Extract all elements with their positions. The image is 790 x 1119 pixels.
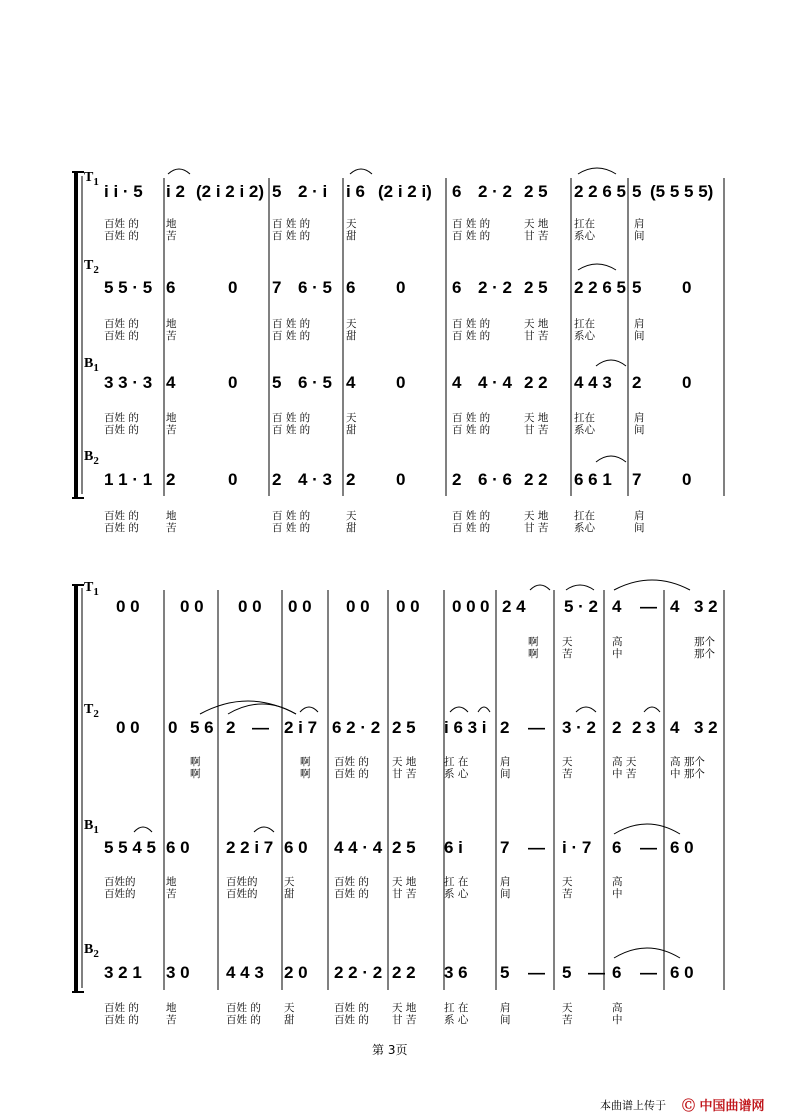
lyric-line1-b2: 地 <box>166 510 177 522</box>
note-b2: 2 2 <box>392 963 416 982</box>
note-t2: 2 5 <box>392 718 416 737</box>
note-t2: — <box>528 718 545 737</box>
lyric-line2-t2: 甜 <box>346 330 357 342</box>
lyric-line1-t1: 扛在 <box>574 218 595 230</box>
lyric-line2-t2: 啊 <box>300 768 311 780</box>
note-b2: 2 0 <box>284 963 308 982</box>
note-b1: 2 2 i 7 <box>226 838 274 857</box>
tie <box>614 580 690 590</box>
lyric-line2-t1: 百姓 的 <box>104 230 139 242</box>
lyric-line2-b2: 系心 <box>574 522 595 534</box>
lyric-line1-b1: 天 地 <box>524 412 549 424</box>
lyric-line2-b1: 甘 苦 <box>392 888 417 900</box>
lyric-line1-b1: 百姓 的 <box>334 876 369 888</box>
lyric-line1-t2: 扛在 <box>574 318 595 330</box>
note-t2: 3 2 <box>694 718 718 737</box>
voice-label-b2-s2: $B_2$ <box>84 942 99 960</box>
note-b2: 2 <box>166 470 176 489</box>
lyric-line2-b2: 百姓 的 <box>334 1014 369 1026</box>
lyric-line2-t2: 甘 苦 <box>392 768 417 780</box>
lyric-line2-t2: 系心 <box>574 330 595 342</box>
lyric-line2-t1: 百 姓 的 <box>452 230 491 242</box>
slur <box>300 707 318 712</box>
lyric-line2-b1: 甜 <box>346 424 357 436</box>
note-t2: 3 · 2 <box>562 718 597 737</box>
lyric-line2-t2: 间 <box>500 768 511 780</box>
note-t1: (2 i 2 i) <box>378 182 432 201</box>
lyric-line1-t2: 百姓 的 <box>334 756 369 768</box>
lyric-line1-t2: 高 天 <box>612 756 637 768</box>
lyric-line1-b1: 地 <box>166 876 177 888</box>
lyric-line1-b2: 扛 在 <box>444 1002 469 1014</box>
slur <box>530 585 550 590</box>
lyric-line1-b2: 百姓 的 <box>334 1002 369 1014</box>
lyric-line1-b2: 高 <box>612 1002 623 1014</box>
note-t2: 6 <box>346 278 356 297</box>
lyric-line1-t2: 百姓 的 <box>104 318 139 330</box>
lyric-line2-b2: 中 <box>612 1014 623 1026</box>
lyric-line1-b2: 百姓 的 <box>226 1002 261 1014</box>
note-t2: 2 5 <box>524 278 548 297</box>
voice-label-b1-s2: $B_1$ <box>84 818 99 836</box>
lyric-line2-t1: 那个 <box>694 648 715 660</box>
lyric-line2-t2: 中 苦 <box>612 768 637 780</box>
note-b1: 0 <box>396 373 406 392</box>
note-b1: 4 <box>346 373 356 392</box>
lyric-line2-t1: 苦 <box>562 648 573 660</box>
note-b2: 6 6 1 <box>574 470 612 489</box>
lyric-line1-b1: 百姓的 <box>104 876 136 888</box>
slur <box>450 707 468 712</box>
lyric-line2-b1: 甜 <box>284 888 295 900</box>
lyric-line1-t2: 地 <box>166 318 177 330</box>
lyric-line1-b2: 百 姓 的 <box>272 510 311 522</box>
note-t1: (2 i 2 i 2) <box>196 182 265 201</box>
note-t1: 2 4 <box>502 597 526 616</box>
note-b2: 2 2 · 2 <box>334 963 383 982</box>
lyric-line2-b1: 百姓的 <box>226 888 258 900</box>
lyric-line1-t2: 天 地 <box>524 318 549 330</box>
note-t2: 6 <box>452 278 462 297</box>
note-b2: 2 <box>452 470 462 489</box>
note-b2: 5 <box>562 963 572 982</box>
note-t2: 0 <box>168 718 178 737</box>
lyric-line1-b1: 天 <box>562 876 573 888</box>
note-b1: 4 <box>166 373 176 392</box>
slur <box>350 169 372 174</box>
note-b1: 5 <box>272 373 282 392</box>
lyric-line1-b2: 肩 <box>634 510 645 522</box>
lyric-line1-b1: 扛 在 <box>444 876 469 888</box>
lyric-line2-b1: 中 <box>612 888 623 900</box>
note-b1: 6 i <box>444 838 463 857</box>
note-b1: 4 <box>452 373 462 392</box>
note-t1: 2 2 6 5 <box>574 182 626 201</box>
lyric-line2-b1: 百姓 的 <box>104 424 139 436</box>
lyric-line2-b2: 甘 苦 <box>392 1014 417 1026</box>
lyric-line1-b2: 地 <box>166 1002 177 1014</box>
note-b1: 0 <box>228 373 238 392</box>
note-b1: — <box>528 838 545 857</box>
note-t2: 5 5 · 5 <box>104 278 153 297</box>
note-b2: 0 <box>682 470 692 489</box>
slur <box>254 827 274 832</box>
note-t2: 5 6 <box>190 718 214 737</box>
note-t2: 6 · 5 <box>298 278 333 297</box>
slur <box>644 707 660 712</box>
lyric-line1-t2: 高 那个 <box>670 756 705 768</box>
note-t1: 2 · i <box>298 182 328 201</box>
slur <box>566 585 594 590</box>
lyric-line1-b2: 肩 <box>500 1002 511 1014</box>
lyric-line2-b2: 甘 苦 <box>524 522 549 534</box>
lyric-line1-b2: 天 地 <box>392 1002 417 1014</box>
note-b1: 4 · 4 <box>478 373 513 392</box>
lyric-line1-b2: 天 <box>284 1002 295 1014</box>
voice-label-b1: $B_1$ <box>84 356 99 374</box>
note-b2: 6 0 <box>670 963 694 982</box>
note-b2: 2 <box>346 470 356 489</box>
lyric-line2-t2: 百 姓 的 <box>272 330 311 342</box>
note-t1: 2 · 2 <box>478 182 513 201</box>
lyric-line2-b1: 百姓的 <box>104 888 136 900</box>
note-t2: 2 · 2 <box>478 278 513 297</box>
tie <box>614 824 680 834</box>
note-b1: i · 7 <box>562 838 592 857</box>
lyric-line1-b1: 天 <box>346 412 357 424</box>
lyric-line2-b1: 苦 <box>166 424 177 436</box>
voice-label-t2: $T_2$ <box>84 258 99 276</box>
slur <box>578 168 616 174</box>
lyric-line1-t1: 百 姓 的 <box>272 218 311 230</box>
lyric-line1-b1: 肩 <box>634 412 645 424</box>
note-b2: 5 <box>500 963 510 982</box>
lyric-line1-t2: 天 地 <box>392 756 417 768</box>
lyric-line1-t1: 啊 <box>528 636 539 648</box>
lyric-line1-t1: 天 <box>562 636 573 648</box>
note-t2: 2 <box>226 718 236 737</box>
note-b1: 0 <box>682 373 692 392</box>
note-t1: 5 · 2 <box>564 597 599 616</box>
note-t1: 0 0 <box>346 597 370 616</box>
lyric-line2-b2: 苦 <box>562 1014 573 1026</box>
lyric-line1-t2: 天 <box>562 756 573 768</box>
note-b1: 4 4 3 <box>574 373 612 392</box>
lyric-line1-t1: 天 地 <box>524 218 549 230</box>
lyric-line1-t2: 扛 在 <box>444 756 469 768</box>
lyric-line2-b2: 百 姓 的 <box>452 522 491 534</box>
lyric-line2-b2: 百 姓 的 <box>272 522 311 534</box>
lyric-line1-t2: 啊 <box>300 756 311 768</box>
lyric-line1-b2: 百姓 的 <box>104 1002 139 1014</box>
lyric-line1-b1: 肩 <box>500 876 511 888</box>
lyric-line2-t1: 啊 <box>528 648 539 660</box>
lyric-line1-b1: 扛在 <box>574 412 595 424</box>
lyric-line1-t1: 天 <box>346 218 357 230</box>
lyric-line1-t2: 百 姓 的 <box>272 318 311 330</box>
lyric-line2-b2: 甜 <box>284 1014 295 1026</box>
note-b1: 2 <box>632 373 642 392</box>
note-b2: 6 <box>612 963 622 982</box>
slur <box>134 827 152 832</box>
lyric-line2-b2: 苦 <box>166 522 177 534</box>
lyric-line2-t2: 甘 苦 <box>524 330 549 342</box>
lyric-line2-t2: 系 心 <box>444 768 469 780</box>
lyric-line1-b1: 高 <box>612 876 623 888</box>
lyric-line2-t2: 苦 <box>166 330 177 342</box>
lyric-line1-t1: 地 <box>166 218 177 230</box>
note-t2: 6 <box>166 278 176 297</box>
lyric-line1-b1: 天 <box>284 876 295 888</box>
note-b1: 6 <box>612 838 622 857</box>
note-t2: 0 <box>396 278 406 297</box>
note-t2: 2 <box>500 718 510 737</box>
note-b1: 6 · 5 <box>298 373 333 392</box>
lyric-line1-b1: 地 <box>166 412 177 424</box>
lyric-line2-t1: 甘 苦 <box>524 230 549 242</box>
lyric-line2-b2: 百姓 的 <box>104 522 139 534</box>
note-b2: 2 2 <box>524 470 548 489</box>
lyric-line1-t1: 高 <box>612 636 623 648</box>
lyric-line1-b1: 百 姓 的 <box>272 412 311 424</box>
lyric-line1-b2: 百 姓 的 <box>452 510 491 522</box>
lyric-line2-b1: 百 姓 的 <box>452 424 491 436</box>
lyric-line2-b2: 百姓 的 <box>104 1014 139 1026</box>
slur <box>578 264 616 270</box>
note-t1: 0 <box>480 597 490 616</box>
lyric-line2-b2: 间 <box>500 1014 511 1026</box>
note-t2: 5 <box>632 278 642 297</box>
lyric-line1-b1: 百姓 的 <box>104 412 139 424</box>
note-b1: — <box>640 838 657 857</box>
note-t2: 6 2 · 2 <box>332 718 381 737</box>
voice-label-b2: $B_2$ <box>84 449 99 467</box>
note-t1: 5 <box>632 182 642 201</box>
lyric-line2-b1: 苦 <box>166 888 177 900</box>
lyric-line2-b2: 苦 <box>166 1014 177 1026</box>
note-t2: 2 2 6 5 <box>574 278 626 297</box>
note-t1: 0 0 <box>452 597 476 616</box>
lyric-line1-b1: 天 地 <box>392 876 417 888</box>
lyric-line2-t2: 百 姓 的 <box>452 330 491 342</box>
note-b2: 7 <box>632 470 642 489</box>
note-t2: 4 <box>670 718 680 737</box>
tie <box>614 948 680 958</box>
note-t1: i i · 5 <box>104 182 143 201</box>
lyric-line1-t1: 肩 <box>634 218 645 230</box>
lyric-line1-t2: 肩 <box>634 318 645 330</box>
note-t1: 6 <box>452 182 462 201</box>
note-b2: 3 2 1 <box>104 963 142 982</box>
note-b1: 2 5 <box>392 838 416 857</box>
note-t2: 0 <box>228 278 238 297</box>
lyric-line2-t1: 甜 <box>346 230 357 242</box>
lyric-line2-t1: 间 <box>634 230 645 242</box>
lyric-line2-b2: 间 <box>634 522 645 534</box>
note-t2: i 6 3 i <box>444 718 487 737</box>
voice-label-t1: $T_1$ <box>84 170 99 188</box>
lyric-line2-b1: 百 姓 的 <box>272 424 311 436</box>
lyric-line2-b1: 系心 <box>574 424 595 436</box>
lyric-line1-b1: 百 姓 的 <box>452 412 491 424</box>
lyric-line2-t2: 中 那个 <box>670 768 705 780</box>
voice-label-t1-s2: $T_1$ <box>84 580 99 598</box>
lyric-line2-t1: 中 <box>612 648 623 660</box>
lyric-line2-t2: 间 <box>634 330 645 342</box>
upload-credit: 本曲谱上传于 <box>600 1099 666 1112</box>
lyric-line1-t1: 那个 <box>694 636 715 648</box>
note-t2: 0 <box>682 278 692 297</box>
lyric-line2-t2: 百姓 的 <box>334 768 369 780</box>
lyric-line2-t2: 百姓 的 <box>104 330 139 342</box>
site-logo-icon: Ⓒ <box>682 1099 696 1114</box>
note-b2: 2 <box>272 470 282 489</box>
lyric-line1-t2: 天 <box>346 318 357 330</box>
note-t1: 0 0 <box>396 597 420 616</box>
slur <box>478 707 490 712</box>
note-t1: (5 5 5 5) <box>650 182 714 201</box>
note-t1: 4 <box>670 597 680 616</box>
note-b2: 3 0 <box>166 963 190 982</box>
page-number: 第 3页 <box>372 1043 408 1057</box>
lyric-line2-t1: 百 姓 的 <box>272 230 311 242</box>
voice-label-t2-s2: $T_2$ <box>84 702 99 720</box>
lyric-line2-b1: 百姓 的 <box>334 888 369 900</box>
lyric-line2-b1: 间 <box>500 888 511 900</box>
note-b2: 1 1 · 1 <box>104 470 153 489</box>
note-b2: 0 <box>228 470 238 489</box>
lyric-line1-b2: 天 <box>346 510 357 522</box>
note-t2: 2 <box>612 718 622 737</box>
note-b2: 4 4 3 <box>226 963 264 982</box>
note-t1: — <box>640 597 657 616</box>
lyric-line2-b2: 百姓 的 <box>226 1014 261 1026</box>
note-b1: 7 <box>500 838 510 857</box>
note-b2: — <box>588 963 605 982</box>
lyric-line1-b1: 百姓的 <box>226 876 258 888</box>
note-b1: 2 2 <box>524 373 548 392</box>
lyric-line1-b2: 扛在 <box>574 510 595 522</box>
lyric-line2-t1: 系心 <box>574 230 595 242</box>
note-b1: 6 0 <box>670 838 694 857</box>
slur <box>596 456 626 462</box>
note-b2: 0 <box>396 470 406 489</box>
lyric-line2-b2: 甜 <box>346 522 357 534</box>
lyric-line1-t2: 啊 <box>190 756 201 768</box>
lyric-line1-t2: 百 姓 的 <box>452 318 491 330</box>
lyric-line2-b1: 甘 苦 <box>524 424 549 436</box>
note-t2: 0 0 <box>116 718 140 737</box>
slur <box>596 360 626 366</box>
note-b1: 4 4 · 4 <box>334 838 383 857</box>
note-t1: 0 0 <box>288 597 312 616</box>
site-logo-text: 中国曲谱网 <box>699 1099 765 1114</box>
lyric-line2-t2: 苦 <box>562 768 573 780</box>
note-t1: 4 <box>612 597 622 616</box>
note-t1: 0 0 <box>116 597 140 616</box>
lyric-line1-t1: 百姓 的 <box>104 218 139 230</box>
note-b2: 3 6 <box>444 963 468 982</box>
note-b2: 4 · 3 <box>298 470 333 489</box>
note-b1: 6 0 <box>284 838 308 857</box>
note-b1: 6 0 <box>166 838 190 857</box>
lyric-line1-t2: 肩 <box>500 756 511 768</box>
note-t1: i 6 <box>346 182 365 201</box>
note-t1: i 2 <box>166 182 185 201</box>
note-t2: 2 3 <box>632 718 656 737</box>
note-b1: 5 5 4 5 <box>104 838 156 857</box>
lyric-line2-b2: 系 心 <box>444 1014 469 1026</box>
note-t2: 7 <box>272 278 282 297</box>
note-b1: 3 3 · 3 <box>104 373 153 392</box>
note-b2: — <box>640 963 657 982</box>
slur <box>576 707 596 712</box>
note-t1: 5 <box>272 182 282 201</box>
note-t1: 2 5 <box>524 182 548 201</box>
lyric-line2-b1: 系 心 <box>444 888 469 900</box>
lyric-line2-t2: 啊 <box>190 768 201 780</box>
note-t1: 3 2 <box>694 597 718 616</box>
note-t2: — <box>252 718 269 737</box>
note-t2: 2 i 7 <box>284 718 318 737</box>
tie <box>228 704 296 714</box>
note-t1: 0 0 <box>238 597 262 616</box>
slur <box>168 169 190 174</box>
lyric-line1-t1: 百 姓 的 <box>452 218 491 230</box>
lyric-line2-t1: 苦 <box>166 230 177 242</box>
note-t1: 0 0 <box>180 597 204 616</box>
lyric-line2-b1: 苦 <box>562 888 573 900</box>
note-b2: — <box>528 963 545 982</box>
note-b2: 6 · 6 <box>478 470 513 489</box>
lyric-line1-b2: 天 <box>562 1002 573 1014</box>
lyric-line1-b2: 百姓 的 <box>104 510 139 522</box>
lyric-line2-b1: 间 <box>634 424 645 436</box>
lyric-line1-b2: 天 地 <box>524 510 549 522</box>
